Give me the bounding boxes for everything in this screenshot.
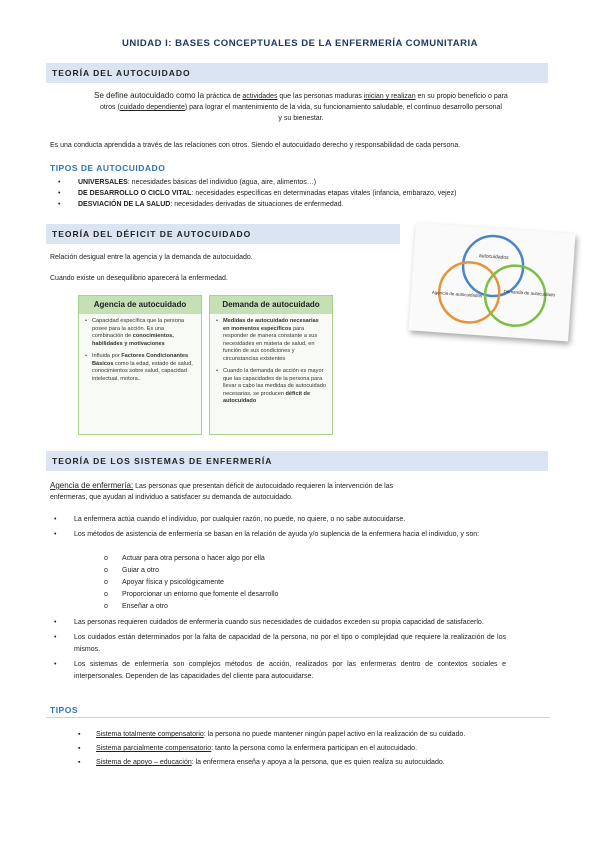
sistemas-list-2: [46, 617, 506, 683]
deficit-desequilibrio: Cuando existe un desequilibrio aparecerá la enfermedad.: [50, 275, 228, 282]
list-item-text: : necesidades específicas en determinadas etapas vitales (infancia, embarazo, vejez): [191, 190, 457, 197]
list-item-label: DESVIACIÓN DE LA SALUD: [78, 201, 171, 208]
definition-lead: Se define autocuidado como la: [94, 91, 207, 100]
tipos-autocuidado-heading: TIPOS DE AUTOCUIDADO: [50, 163, 166, 173]
tipos-sistemas-heading: TIPOS: [50, 705, 79, 715]
paragraph-text: enfermeras, que ayudan al individuo a satisfacer su demanda de autocuidado.: [50, 494, 293, 501]
agencia-box-bullet: [85, 318, 195, 348]
demanda-box-title: Demanda de autocuidado: [210, 296, 332, 314]
section-heading-sistemas: TEORÍA DE LOS SISTEMAS DE ENFERMERÍA: [46, 451, 548, 471]
definition-text: que las personas maduras: [277, 93, 364, 100]
definition-underlined-inician: inician y realizan: [363, 93, 416, 100]
list-item: • Las personas requieren cuidados de enfermería cuando sus necesidades de cuidados exceden su propia capacidad de satisfacerlo.: [46, 617, 506, 629]
list-item-text: : necesidades derivadas de situaciones de enfermedad.: [170, 201, 344, 208]
deficit-relacion: Relación desigual entre la agencia y la demanda de autocuidado.: [50, 254, 253, 261]
box-text: Cuando la demanda de acción es mayor que las capacidades de la persona para llevar a cabo las medidas de autocuidado necesarias, se producen: [223, 368, 326, 397]
list-item-label: Sistema parcialmente compensatorio: [96, 745, 212, 752]
list-item-label: UNIVERSALES: [78, 179, 128, 186]
list-item-text: : tanto la persona como la enfermera participan en el autocuidado.: [211, 745, 418, 752]
list-item: • La enfermera actúa cuando el individuo, por cualquier razón, no puede, no quiere, o no sabe autocuidarse.: [46, 514, 506, 526]
venn-label-agencia: Agencia de autocuidados: [431, 289, 483, 299]
box-text: para responder de manera constante a sus necesidades en materia de salud, en función de sus condiciones y circunstancias existentes: [223, 325, 318, 362]
list-item-label: Sistema totalmente compensatorio: [96, 731, 204, 738]
demanda-autocuidado-box: [209, 295, 333, 435]
agencia-enfermeria-paragraph: [50, 480, 552, 503]
list-item: [50, 742, 570, 756]
section-heading-deficit: TEORÍA DEL DÉFICIT DE AUTOCUIDADO: [46, 224, 400, 244]
list-item-text: : la persona no puede mantener ningún papel activo en la realización de su cuidado.: [203, 731, 466, 738]
venn-diagram-svg: [408, 223, 575, 342]
definition-text: y su bienestar.: [278, 115, 324, 122]
list-item: o Proporcionar un entorno que fomente el desarrollo: [104, 589, 404, 601]
definition-underlined-cuidado-dependiente: cuidado dependiente: [119, 104, 185, 111]
agencia-enfermeria-label: Agencia de enfermería:: [50, 481, 134, 490]
list-item: [50, 756, 570, 770]
autocuidado-definition: [46, 90, 556, 124]
section-heading-autocuidado: TEORÍA DEL AUTOCUIDADO: [46, 63, 548, 83]
autocuidado-conducta: Es una conducta aprendida a través de las relaciones con otros. Siendo el autocuidado derecho y responsabilidad de cada persona.: [50, 142, 461, 149]
box-text-bold: déficit de autocuidado: [223, 390, 311, 404]
list-item-label: DE DESARROLLO O CICLO VITAL: [78, 190, 192, 197]
demanda-box-bullet: [216, 318, 326, 363]
demanda-box-bullet: [216, 368, 326, 406]
definition-underlined-actividades: actividades: [242, 93, 278, 100]
agencia-box-title: Agencia de autocuidado: [79, 296, 201, 314]
list-item: o Guiar a otro: [104, 565, 404, 577]
list-item: • Los cuidados están determinados por la falta de capacidad de la persona, no por el tipo o complejidad que requiere la realización de los mismos.: [46, 632, 506, 656]
metodos-asistencia-list: [104, 553, 404, 613]
venn-label-demanda: Demanda de autocuidado: [503, 288, 556, 298]
agencia-box-bullet: [85, 353, 195, 383]
list-item: [50, 728, 570, 742]
agencia-autocuidado-box: [78, 295, 202, 435]
list-item: • Los sistemas de enfermería son complejos métodos de acción, realizados por las enfermeras dentro de contextos sociales e interpersonales. Dependen de las capacidades del cliente para autocuidarse.: [46, 659, 506, 683]
list-item: [50, 188, 570, 199]
list-item-text: : necesidades básicas del individuo (agua, aire, alimentos…): [127, 179, 317, 186]
document-title: UNIDAD I: BASES CONCEPTUALES DE LA ENFERMERÍA COMUNITARIA: [122, 38, 478, 49]
list-item: o Apoyar física y psicológicamente: [104, 577, 404, 589]
definition-text: práctica de: [206, 93, 243, 100]
box-text-bold: Medidas de autocuidado necesarias en momentos específicos: [223, 318, 319, 332]
box-text: Capacidad específica que la persona posee para la acción. Es una combinación de: [92, 318, 185, 339]
venn-diagram-image: [408, 223, 575, 342]
box-text: como la edad, estado de salud, conocimientos sobre salud, capacidad intelectual, motora..: [92, 360, 193, 382]
list-item: [50, 177, 570, 188]
box-text-bold: Factores Condicionantes Básicos: [92, 353, 189, 367]
venn-label-autocuidados: autocuidados: [478, 253, 509, 262]
list-item: o Enseñar a otro: [104, 601, 404, 613]
box-text-bold: conocimientos, habilidades y motivaciones: [92, 333, 174, 347]
tipos-sistemas-list: [50, 728, 570, 770]
definition-text: otros (: [100, 104, 120, 111]
list-item-label: Sistema de apoyo – educación: [96, 759, 192, 766]
definition-text: en su propio beneficio o para: [415, 93, 508, 100]
list-item: o Actuar para otra persona o hacer algo por ella: [104, 553, 404, 565]
definition-text: ) para lograr el mantenimiento de la vida, su funcionamiento saludable, el continuo desarrollo personal: [184, 104, 502, 111]
box-text: Influida por: [92, 353, 122, 359]
paragraph-text: Las personas que presentan déficit de autocuidado requieren la intervención de las: [133, 483, 394, 490]
tipos-autocuidado-list: [50, 177, 570, 210]
list-item-text: : la enfermera enseña y apoya a la persona, que es quien realiza su autocuidado.: [191, 759, 445, 766]
list-item: [50, 199, 570, 210]
sistemas-list-1: [46, 514, 506, 541]
list-item: • Los métodos de asistencia de enfermería se basan en la relación de ayuda y/o suplencia de la enfermera hacia el individuo, y son:: [46, 529, 506, 541]
divider: [46, 717, 550, 718]
